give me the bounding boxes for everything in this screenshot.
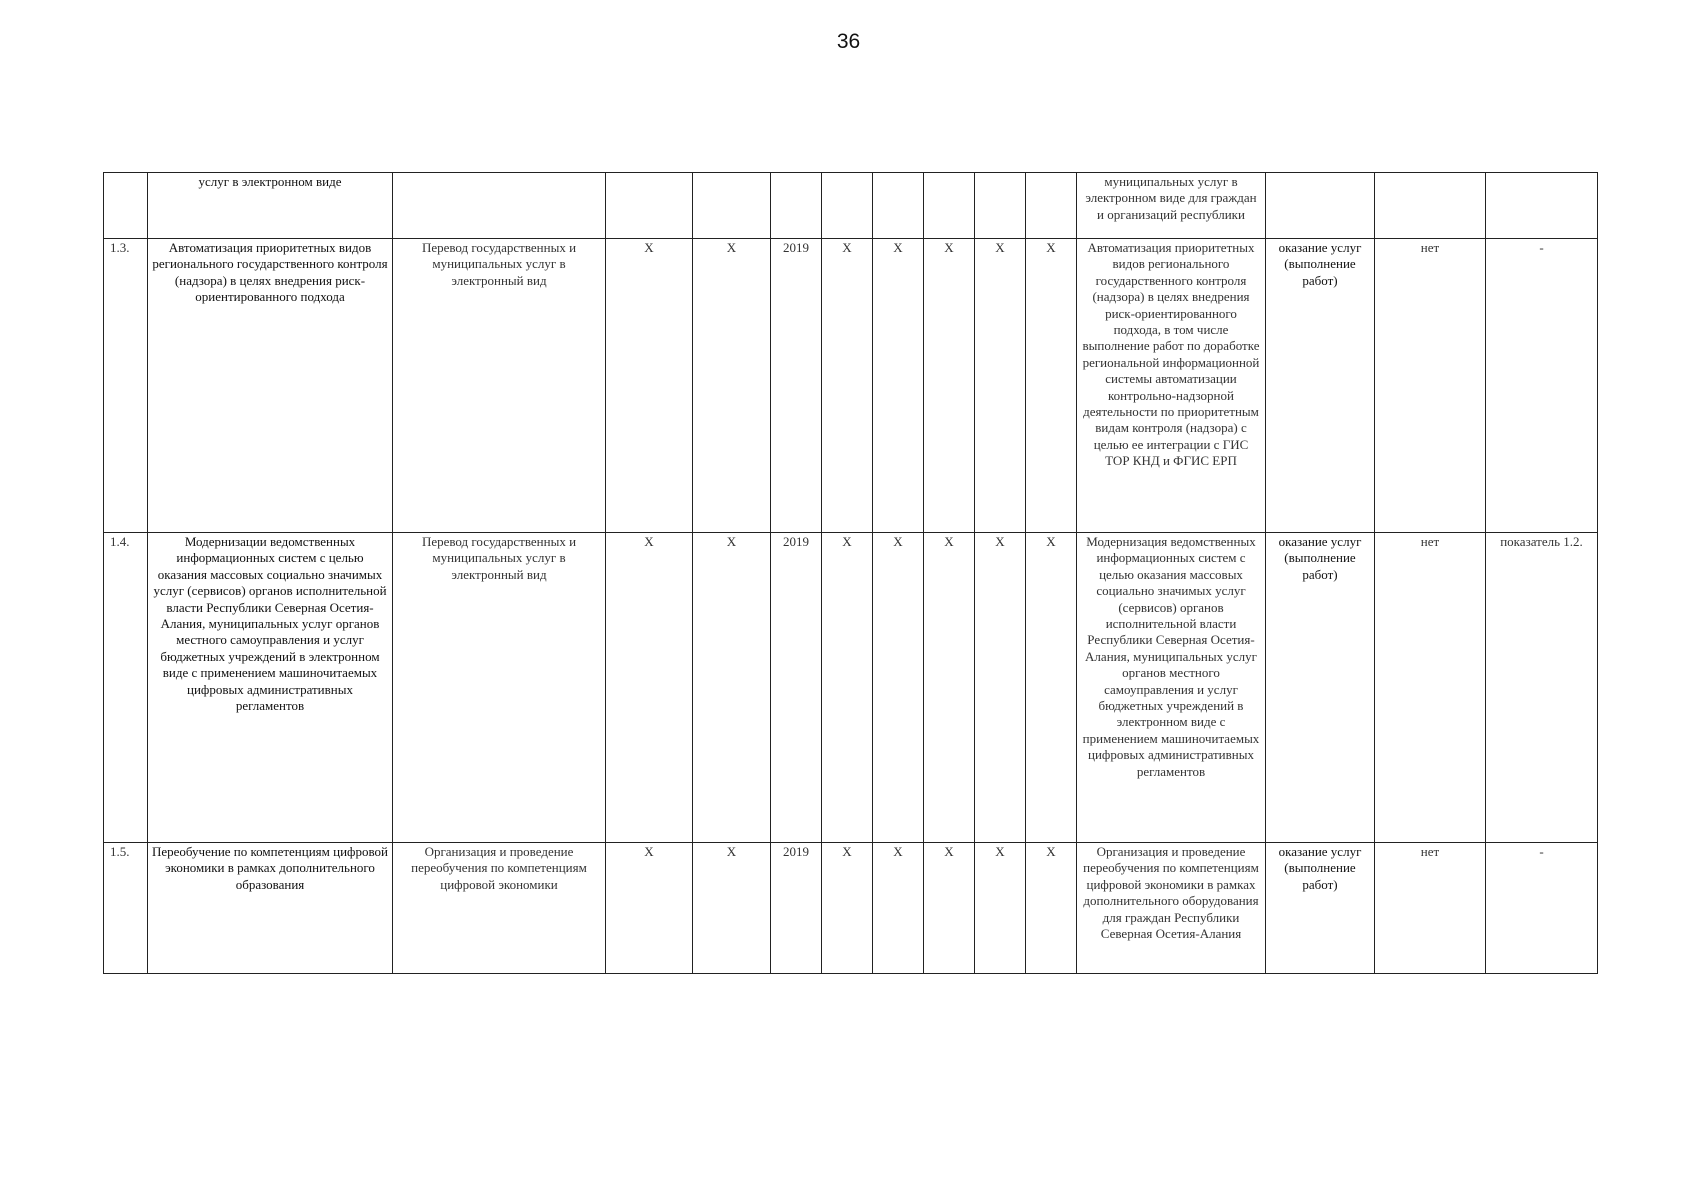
- cell-c5: [924, 173, 975, 239]
- row-number: 1.3.: [104, 239, 148, 533]
- cell-c5: X: [924, 239, 975, 533]
- flag-cell: нет: [1375, 843, 1486, 974]
- activity-type: Перевод государственных и муниципальных услуг в электронный вид: [393, 239, 606, 533]
- flag-cell: [1375, 173, 1486, 239]
- activities-table: [103, 172, 1598, 974]
- cell-c1: [606, 173, 693, 239]
- page-number: 36: [836, 30, 861, 53]
- indicator-cell: -: [1486, 843, 1598, 974]
- indicator-cell: показатель 1.2.: [1486, 533, 1598, 843]
- cell-c2: [693, 173, 771, 239]
- flag-cell: нет: [1375, 239, 1486, 533]
- result-description: Модернизация ведомственных информационных систем с целью оказания массовых социально значимых услуг (сервисов) органов исполнительной власти Республики Северная Осетия-Алания, муниципальных услуг органов местного самоуправления и услуг бюджетных учреждений в электронном виде с применением машиночитаемых цифровых административных регламентов: [1077, 533, 1266, 843]
- cell-c3: [822, 173, 873, 239]
- row-number: [104, 173, 148, 239]
- cell-c6: X: [975, 533, 1026, 843]
- activity-type: [393, 173, 606, 239]
- cell-c3: X: [822, 239, 873, 533]
- cell-c3: X: [822, 533, 873, 843]
- cell-c5: X: [924, 843, 975, 974]
- cell-c3: X: [822, 843, 873, 974]
- activity-type: Организация и проведение переобучения по компетенциям цифровой экономики: [393, 843, 606, 974]
- cell-c1: X: [606, 239, 693, 533]
- cell-c1: X: [606, 533, 693, 843]
- cell-c4: [873, 173, 924, 239]
- row-number: 1.4.: [104, 533, 148, 843]
- activity-name: услуг в электронном виде: [148, 173, 393, 239]
- result-type: оказание услуг (выполнение работ): [1266, 843, 1375, 974]
- row-number: 1.5.: [104, 843, 148, 974]
- cell-c7: X: [1026, 239, 1077, 533]
- result-type: оказание услуг (выполнение работ): [1266, 239, 1375, 533]
- activity-name: Переобучение по компетенциям цифровой экономики в рамках дополнительного образования: [148, 843, 393, 974]
- flag-cell: нет: [1375, 533, 1486, 843]
- cell-c4: X: [873, 533, 924, 843]
- cell-c2: X: [693, 533, 771, 843]
- activity-type: Перевод государственных и муниципальных услуг в электронный вид: [393, 533, 606, 843]
- cell-c1: X: [606, 843, 693, 974]
- result-description: Организация и проведение переобучения по компетенциям цифровой экономики в рамках дополнительного оборудования для граждан Республики Северная Осетия-Алания: [1077, 843, 1266, 974]
- cell-year: [771, 173, 822, 239]
- result-type: оказание услуг (выполнение работ): [1266, 533, 1375, 843]
- table-row: [104, 843, 1598, 974]
- table-row: [104, 533, 1598, 843]
- cell-c4: X: [873, 239, 924, 533]
- cell-c5: X: [924, 533, 975, 843]
- cell-c6: [975, 173, 1026, 239]
- cell-c7: X: [1026, 843, 1077, 974]
- indicator-cell: -: [1486, 239, 1598, 533]
- cell-year: 2019: [771, 843, 822, 974]
- result-description: муниципальных услуг в электронном виде для граждан и организаций республики: [1077, 173, 1266, 239]
- cell-c2: X: [693, 239, 771, 533]
- cell-c6: X: [975, 843, 1026, 974]
- table-row: [104, 239, 1598, 533]
- result-description: Автоматизация приоритетных видов регионального государственного контроля (надзора) в целях внедрения риск-ориентированного подхода, в том числе выполнение работ по доработке региональной информационной системы автоматизации контрольно-надзорной деятельности по приоритетным видам контроля (надзора) с целью ее интеграции с ГИС ТОР КНД и ФГИС ЕРП: [1077, 239, 1266, 533]
- cell-c6: X: [975, 239, 1026, 533]
- cell-year: 2019: [771, 239, 822, 533]
- activity-name: Модернизации ведомственных информационных систем с целью оказания массовых социально значимых услуг (сервисов) органов исполнительной власти Республики Северная Осетия-Алания, муниципальных услуг органов местного самоуправления и услуг бюджетных учреждений в электронном виде с применением машиночитаемых цифровых административных регламентов: [148, 533, 393, 843]
- cell-c4: X: [873, 843, 924, 974]
- activity-name: Автоматизация приоритетных видов регионального государственного контроля (надзора) в целях внедрения риск-ориентированного подхода: [148, 239, 393, 533]
- cell-year: 2019: [771, 533, 822, 843]
- indicator-cell: [1486, 173, 1598, 239]
- result-type: [1266, 173, 1375, 239]
- table-row: [104, 173, 1598, 239]
- cell-c7: X: [1026, 533, 1077, 843]
- cell-c7: [1026, 173, 1077, 239]
- cell-c2: X: [693, 843, 771, 974]
